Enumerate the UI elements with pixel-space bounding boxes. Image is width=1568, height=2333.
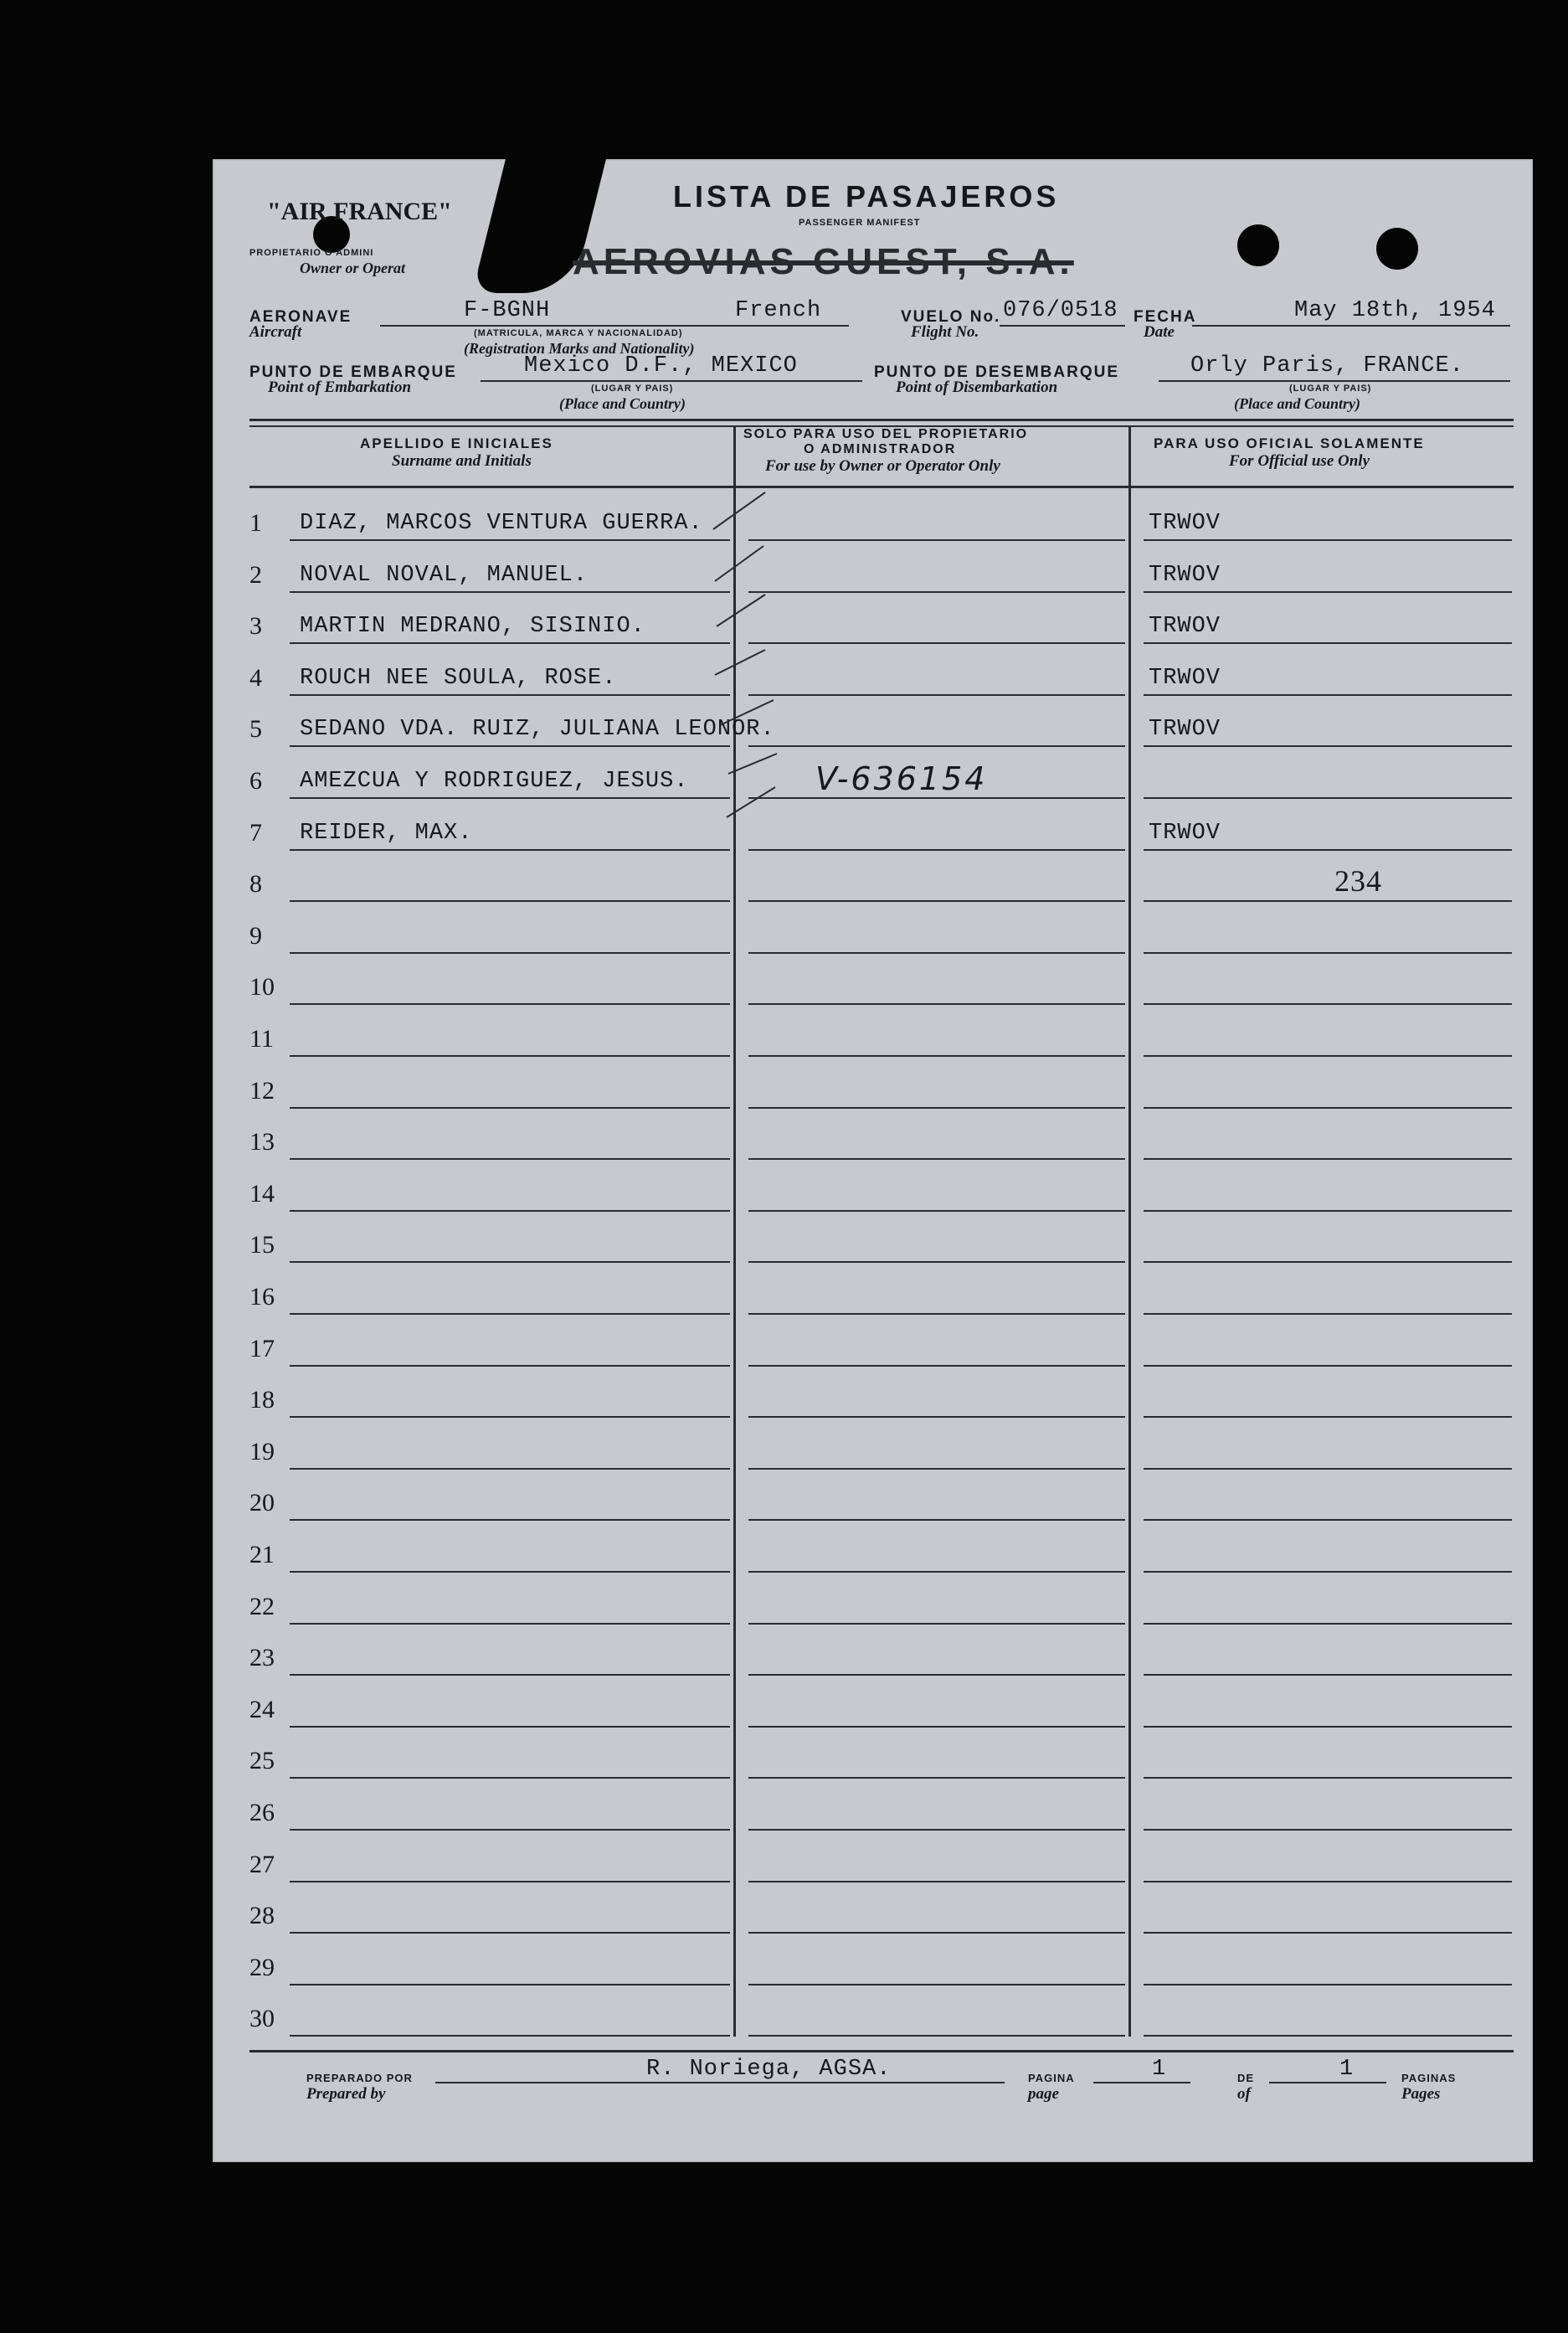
passenger-name: SEDANO VDA. RUIZ, JULIANA LEONOR. [300, 717, 775, 742]
col-surname-es: APELLIDO E INICIALES [360, 435, 553, 451]
disembarkation-caption-es: (LUGAR Y PAIS) [1289, 384, 1372, 394]
official-note: TRWOV [1149, 821, 1221, 846]
passenger-name: ROUCH NEE SOULA, ROSE. [300, 666, 617, 691]
row-number: 30 [249, 2005, 275, 2032]
manifest-title: LISTA DE PASAJEROS [673, 179, 1060, 214]
passenger-name: AMEZCUA Y RODRIGUEZ, JESUS. [300, 769, 689, 794]
disembarkation-label-en: Point of Disembarkation [896, 379, 1058, 396]
aircraft-caption-es: (MATRICULA, MARCA Y NACIONALIDAD) [474, 328, 683, 338]
row-number: 21 [249, 1541, 275, 1568]
row-number: 16 [249, 1283, 275, 1311]
official-note: 234 [1334, 864, 1382, 898]
passenger-name: NOVAL NOVAL, MANUEL. [300, 563, 589, 588]
official-note: TRWOV [1149, 563, 1221, 588]
disembarkation-value: Orly Paris, FRANCE. [1190, 353, 1464, 379]
aircraft-nationality: French [735, 298, 822, 323]
embarkation-label-es: PUNTO DE EMBARQUE [249, 363, 457, 381]
passenger-name: MARTIN MEDRANO, SISINIO. [300, 614, 645, 639]
embarkation-value: Mexico D.F., MEXICO [524, 353, 798, 379]
struck-company-name: AEROVIAS GUEST, S.A. [573, 241, 1074, 282]
row-number: 24 [249, 1696, 275, 1723]
col-surname-en: Surname and Initials [392, 452, 532, 470]
col-official-en: For Official use Only [1229, 452, 1370, 470]
prepared-by: R. Noriega, AGSA. [646, 2057, 892, 2082]
page-label-es: PAGINA [1028, 2072, 1075, 2084]
disembarkation-label-es: PUNTO DE DESEMBARQUE [874, 363, 1120, 381]
manifest-page [213, 159, 1533, 2162]
row-number: 2 [249, 561, 262, 589]
embarkation-label-en: Point of Embarkation [268, 379, 412, 396]
row-number: 12 [249, 1077, 275, 1105]
official-note: TRWOV [1149, 511, 1221, 536]
prepared-label-es: PREPARADO POR [306, 2072, 413, 2084]
aircraft-label-es: AERONAVE [249, 308, 352, 326]
passenger-name: REIDER, MAX. [300, 821, 473, 846]
row-number: 7 [249, 819, 262, 847]
row-number: 6 [249, 767, 262, 795]
of-label-en: of [1237, 2085, 1251, 2103]
embarkation-caption-en: (Place and Country) [559, 395, 686, 412]
page-count: 1 [1339, 2057, 1355, 2082]
row-number: 14 [249, 1180, 275, 1208]
col-owner-en: For use by Owner or Operator Only [765, 457, 1000, 475]
col-official-es: PARA USO OFICIAL SOLAMENTE [1154, 435, 1425, 451]
row-number: 10 [249, 973, 275, 1001]
manifest-subtitle: PASSENGER MANIFEST [799, 218, 921, 228]
punch-hole-right [1376, 228, 1418, 270]
airline-name: "AIR FRANCE" [267, 198, 452, 225]
official-note: TRWOV [1149, 666, 1221, 691]
row-number: 29 [249, 1954, 275, 1981]
prepared-label-en: Prepared by [306, 2085, 386, 2103]
flight-number: 076/0518 [1003, 298, 1118, 323]
flight-label-en: Flight No. [911, 323, 979, 341]
passenger-name: DIAZ, MARCOS VENTURA GUERRA. [300, 511, 703, 536]
owner-label-es: PROPIETARIO O ADMINI [249, 248, 374, 258]
owner-label-en: Owner or Operat [300, 260, 406, 276]
date-label-en: Date [1144, 323, 1175, 341]
col-owner-es-2: O ADMINISTRADOR [804, 442, 957, 456]
flight-date: May 18th, 1954 [1294, 298, 1496, 323]
page-number: 1 [1152, 2057, 1167, 2082]
column-divider-2 [1128, 427, 1131, 2037]
row-number: 22 [249, 1593, 275, 1620]
page-label-en: page [1028, 2085, 1059, 2103]
col-owner-es-1: SOLO PARA USO DEL PROPIETARIO [743, 427, 1029, 441]
row-number: 27 [249, 1851, 275, 1878]
row-number: 23 [249, 1644, 275, 1671]
flight-label-es: VUELO No. [901, 308, 1001, 326]
row-number: 17 [249, 1335, 275, 1362]
pages-label-es: PAGINAS [1401, 2072, 1457, 2084]
row-number: 4 [249, 664, 262, 692]
row-number: 3 [249, 612, 262, 640]
row-number: 15 [249, 1231, 275, 1259]
of-label-es: DE [1237, 2072, 1255, 2084]
owner-note: V-636154 [815, 760, 988, 797]
row-number: 11 [249, 1025, 274, 1053]
row-number: 26 [249, 1799, 275, 1826]
disembarkation-caption-en: (Place and Country) [1234, 395, 1360, 412]
row-number: 13 [249, 1128, 275, 1156]
row-number: 8 [249, 870, 262, 898]
row-number: 9 [249, 922, 262, 950]
embarkation-caption-es: (LUGAR Y PAIS) [591, 384, 674, 394]
row-number: 25 [249, 1747, 275, 1774]
aircraft-caption-en: (Registration Marks and Nationality) [464, 340, 695, 357]
pages-label-en: Pages [1401, 2085, 1441, 2103]
official-note: TRWOV [1149, 717, 1221, 742]
row-number: 5 [249, 715, 262, 743]
row-number: 19 [249, 1438, 275, 1465]
aircraft-registration: F-BGNH [464, 298, 551, 323]
handwritten-ticks [698, 486, 815, 863]
punch-hole-center [1237, 224, 1279, 266]
row-number: 1 [249, 509, 262, 537]
row-number: 18 [249, 1386, 275, 1414]
row-number: 20 [249, 1489, 275, 1517]
row-number: 28 [249, 1902, 275, 1929]
date-label-es: FECHA [1134, 308, 1197, 326]
aircraft-label-en: Aircraft [249, 323, 302, 341]
official-note: TRWOV [1149, 614, 1221, 639]
